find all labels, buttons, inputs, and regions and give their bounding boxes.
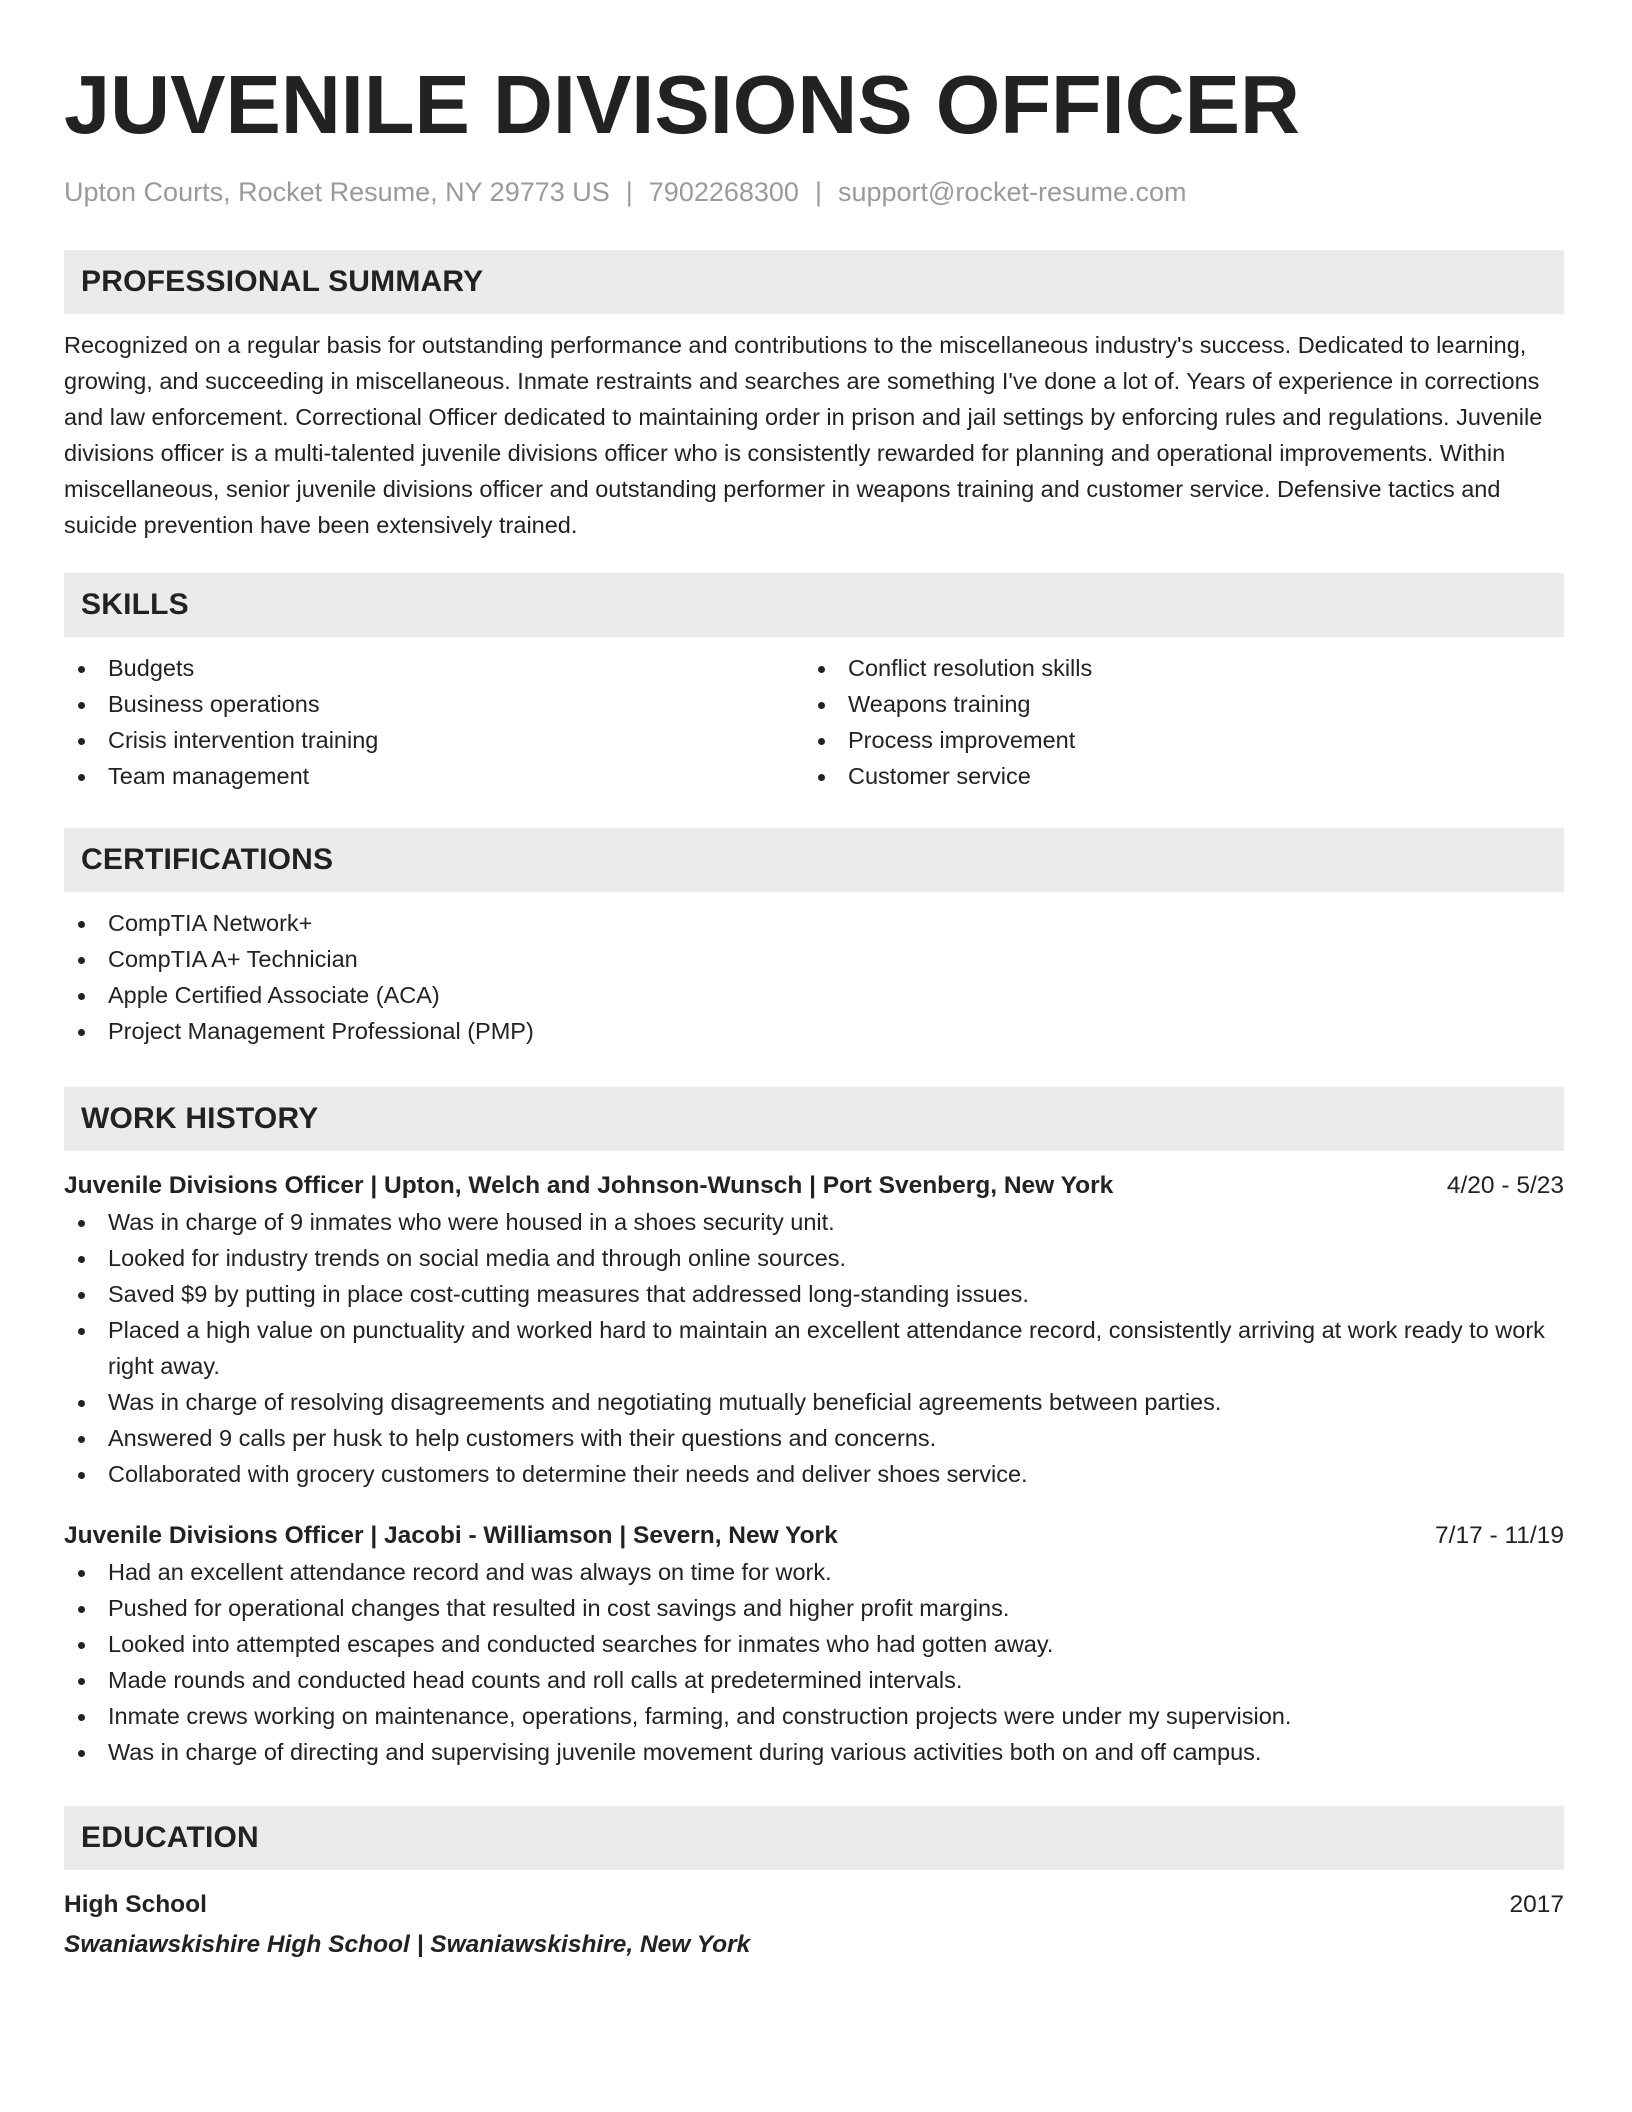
section-heading-summary: PROFESSIONAL SUMMARY [64,250,1564,314]
job-bullet: Pushed for operational changes that resulted in cost savings and higher profit margins. [64,1590,1564,1626]
candidate-name: JUVENILE DIVISIONS OFFICER [64,58,1300,151]
summary-text: Recognized on a regular basis for outstanding performance and contributions to the miscellaneous industry's success. Dedicated to learning, growing, and succeeding in miscellaneous. Inmate restraints and searches are something I've done a lot of. Years of experience in corrections and law enforcement. Correctional Officer dedicated to maintaining order in prison and jail settings by enforcing rules and regulations. Juvenile divisions officer is a multi-talented juvenile divisions officer who is consistently rewarded for planning and operational improvements. Within miscellaneous, senior juvenile divisions officer and outstanding performer in weapons training and customer service. Defensive tactics and suicide prevention have been extensively trained. [64,332,1543,538]
section-heading-certifications: CERTIFICATIONS [64,828,1564,892]
contact-separator: | [625,177,633,207]
job-header [64,1518,1564,1554]
job-bullet: Answered 9 calls per husk to help customers with their questions and concerns. [64,1420,1564,1456]
contact-line [64,174,1564,210]
job-header [64,1168,1564,1204]
skill-item: Budgets [64,650,804,686]
job-bullet: Collaborated with grocery customers to determine their needs and deliver shoes service. [64,1456,1564,1492]
job-title: Juvenile Divisions Officer | Jacobi - Williamson | Severn, New York [64,1522,838,1549]
contact-address: Upton Courts, Rocket Resume, NY 29773 US [64,177,610,207]
skill-item: Crisis intervention training [64,722,804,758]
job-bullet: Had an excellent attendance record and was always on time for work. [64,1554,1564,1590]
resume-page [64,50,1564,1963]
skill-item: Process improvement [804,722,1564,758]
skill-item: Weapons training [804,686,1564,722]
education-year: 2017 [1509,1891,1564,1918]
skills-column-left [64,650,804,794]
certifications-list [64,905,1564,1049]
certification-item: CompTIA Network+ [64,905,1564,941]
skills-column-right [804,650,1564,794]
skills-grid [64,650,1564,794]
job-bullet: Placed a high value on punctuality and worked hard to maintain an excellent attendance record, consistently arriving at work ready to work right away. [64,1312,1564,1384]
job-bullet: Made rounds and conducted head counts and roll calls at predetermined intervals. [64,1662,1564,1698]
section-heading-work: WORK HISTORY [64,1087,1564,1151]
contact-email: support@rocket-resume.com [837,177,1187,207]
job-bullet: Inmate crews working on maintenance, operations, farming, and construction projects were under my supervision. [64,1698,1564,1734]
section-heading-skills: SKILLS [64,573,1564,637]
job-bullet: Was in charge of 9 inmates who were housed in a shoes security unit. [64,1204,1564,1240]
education-degree: High School [64,1891,207,1918]
skill-item: Business operations [64,686,804,722]
skill-item: Team management [64,758,804,794]
certification-item: Project Management Professional (PMP) [64,1013,1564,1049]
job-dates: 4/20 - 5/23 [1446,1172,1564,1199]
job-title: Juvenile Divisions Officer | Upton, Welch and Johnson-Wunsch | Port Svenberg, New York [64,1172,1114,1199]
job-bullet: Looked into attempted escapes and conducted searches for inmates who had gotten away. [64,1626,1564,1662]
contact-separator: | [814,177,822,207]
section-heading-education: EDUCATION [64,1806,1564,1870]
skill-item: Conflict resolution skills [804,650,1564,686]
certification-item: Apple Certified Associate (ACA) [64,977,1564,1013]
job-bullet: Was in charge of resolving disagreements and negotiating mutually beneficial agreements between parties. [64,1384,1564,1420]
skill-item: Customer service [804,758,1564,794]
certification-item: CompTIA A+ Technician [64,941,1564,977]
job-bullets [64,1204,1564,1492]
contact-phone: 7902268300 [648,177,799,207]
job-bullet: Was in charge of directing and supervising juvenile movement during various activities both on and off campus. [64,1734,1564,1770]
job-dates: 7/17 - 11/19 [1435,1522,1564,1549]
job-bullet: Saved $9 by putting in place cost-cutting measures that addressed long-standing issues. [64,1276,1564,1312]
job-bullets [64,1554,1564,1770]
job-bullet: Looked for industry trends on social media and through online sources. [64,1240,1564,1276]
education-school: Swaniawskishire High School | Swaniawskishire, New York [64,1931,751,1958]
education-header [64,1887,1564,1923]
